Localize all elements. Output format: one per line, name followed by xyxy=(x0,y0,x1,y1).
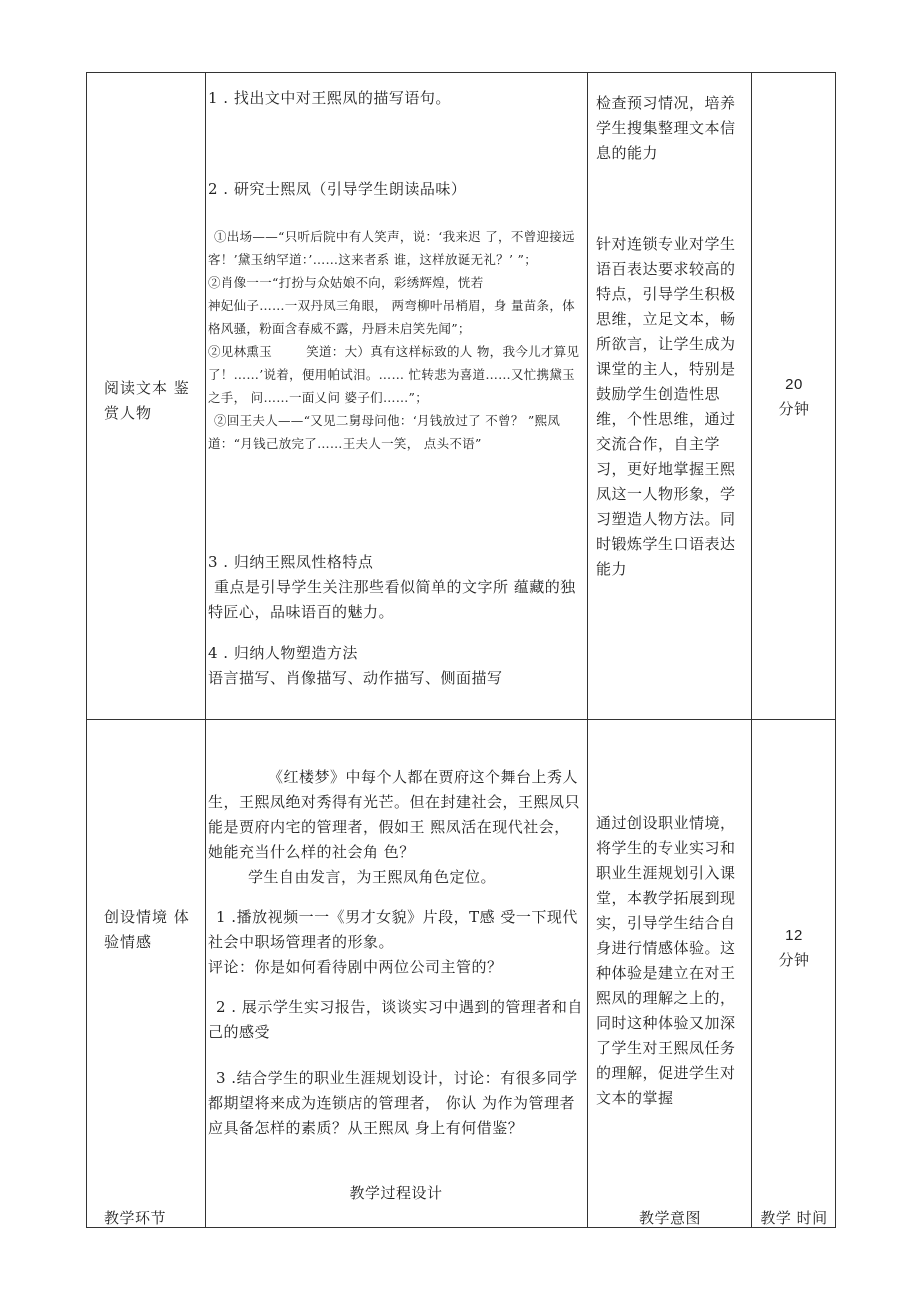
row2-item1-block xyxy=(208,905,584,980)
row2-time xyxy=(752,923,836,973)
footer-time-label xyxy=(752,1206,836,1231)
footer-link-label xyxy=(104,1206,204,1231)
row2-intent-cell xyxy=(596,811,744,1111)
column-divider xyxy=(205,72,206,1228)
row2-intro2: 学生自由发言，为王熙凤角色定位。 xyxy=(248,868,497,886)
row2-link-label: 创设情境 体验情感 xyxy=(104,908,190,951)
row1-quote2b: 神妃仙子……一双丹凤三角眼， 两弯柳叶吊梢眉，身 量苗条，体格风骚，粉面含春威不露，丹唇未启笑先闻”； xyxy=(208,298,575,336)
footer-process-text: 教学过程设计 xyxy=(349,1184,443,1202)
row2-time-unit: 分钟 xyxy=(778,951,810,969)
row1-process-item2: 2 . 研究士熙凤（引导学生朗读品味） xyxy=(208,180,467,198)
footer-intent-text: 教学意图 xyxy=(638,1209,701,1227)
column-divider xyxy=(751,72,752,1228)
row1-time-number: 20 xyxy=(785,376,803,393)
row1-quote3b: 笑道：大）真有这样标致的人 物，我今儿才算见了！……’说着，便用帕试泪。…… 忙转悲为喜道……又忙携黛玉之手， 问……一面乂问 婆子们……”； xyxy=(208,344,580,405)
row1-process-item2-wrap xyxy=(208,177,584,202)
row1-link-label: 阅读文本 鉴赏人物 xyxy=(104,379,190,422)
row1-item4-block xyxy=(208,641,584,691)
row1-intent2-cell xyxy=(596,232,744,582)
row1-quote3 xyxy=(208,340,584,409)
row1-quote1: ①出场——“只听后院中有人笑声，说：‘我来迟 了，不曾迎接远客！’黛玉纳罕道：’……这来者系 谁，这样放诞无礼？’ ”； xyxy=(208,229,575,267)
footer-link-text: 教学环节 xyxy=(104,1209,167,1227)
row1-quote4: ②回王夫人——“又见二舅母问他：‘月钱放过了 不曾？ ”熙凤道：“月钱己放完了……王夫人一笑， 点头不语” xyxy=(208,413,561,451)
row1-process-item4-text: 语言描写、肖像描写、动作描写、侧面描写 xyxy=(208,669,503,687)
row2-intent: 通过创设职业情境，将学生的专业实习和职业生涯规划引入课堂，本教学拓展到现实，引导学生结合自身进行情感体验。这种体验是建立在对王熙凤的理解之上的，同时这种体验又加深了学生对王熙凤任务的理解，促进学生对文本的掌握 xyxy=(596,814,736,1107)
row1-intent2: 针对连锁专业对学生语百表达要求较高的特点，引导学生积极思维，立足文本，畅所欲言，让学生成为课堂的主人，特别是鼓励学生创造性思维，个性思维，通过交流合作，自主学习，更好地掌握王熙凤这一人物形象，学习塑造人物方法。同时锻炼学生口语表达能力 xyxy=(596,235,736,578)
row2-item3-block xyxy=(208,1066,584,1141)
row2-process-item2: 2 . 展示学生实习报告，谈谈实习中遇到的管理者和自己的感受 xyxy=(208,998,583,1041)
row1-process-item3-text: 重点是引导学生关注那些看似简单的文字所 蕴藏的独特匠心，品味语百的魅力。 xyxy=(208,578,576,621)
row1-item3-block xyxy=(208,550,584,625)
row1-quote3a: ②见林熏玉 xyxy=(208,344,273,359)
row1-intent1-cell xyxy=(596,91,744,166)
row1-quote2a: ②肖像一一“打扮与众姑娘不向，彩绣辉煌，恍若 xyxy=(208,275,484,290)
row1-process-item3: 3 . 归纳王熙凤性格特点 xyxy=(208,553,374,571)
row1-quotes xyxy=(208,225,584,455)
row2-process-item1-comment: 评论：你是如何看待剧中两位公司主管的？ xyxy=(208,958,503,976)
row2-item2-block xyxy=(208,995,584,1045)
row2-intro: 《红楼梦》中每个人都在贾府这个舞台上秀人生，王熙凤绝对秀得有光芒。但在封建社会，王熙凤只能是贾府内宅的管理者，假如王 熙凤活在现代社会，她能充当什么样的社会角 色？ xyxy=(208,768,581,861)
column-divider xyxy=(587,72,588,1228)
row1-intent1: 检查预习情况，培养学生搜集整理文本信息的能力 xyxy=(596,94,736,162)
row-divider xyxy=(86,719,836,720)
row2-time-number: 12 xyxy=(785,927,803,944)
footer-intent-label xyxy=(590,1206,750,1231)
row2-process-item1: 1 .播放视频一一《男才女貌》片段，T感 受一下现代社会中职场管理者的形象。 xyxy=(208,908,578,951)
row1-time-unit: 分钟 xyxy=(778,400,810,418)
row1-time xyxy=(752,372,836,422)
row1-process-item4: 4 . 归纳人物塑造方法 xyxy=(208,644,358,662)
row1-process-cell xyxy=(208,86,584,111)
footer-time-text: 教学 时间 xyxy=(760,1209,828,1227)
footer-process-label xyxy=(208,1181,584,1206)
row1-process-item1: 1 . 找出文中对王熙凤的描写语句。 xyxy=(208,89,451,107)
row2-process-cell xyxy=(208,765,584,890)
row2-process-item3: 3 .结合学生的职业生涯规划设计，讨论：有很多同学都期望将来成为连锁店的管理者， 你认 为作为管理者应具备怎样的素质？从王熙凤 身上有何借鉴？ xyxy=(208,1069,578,1137)
